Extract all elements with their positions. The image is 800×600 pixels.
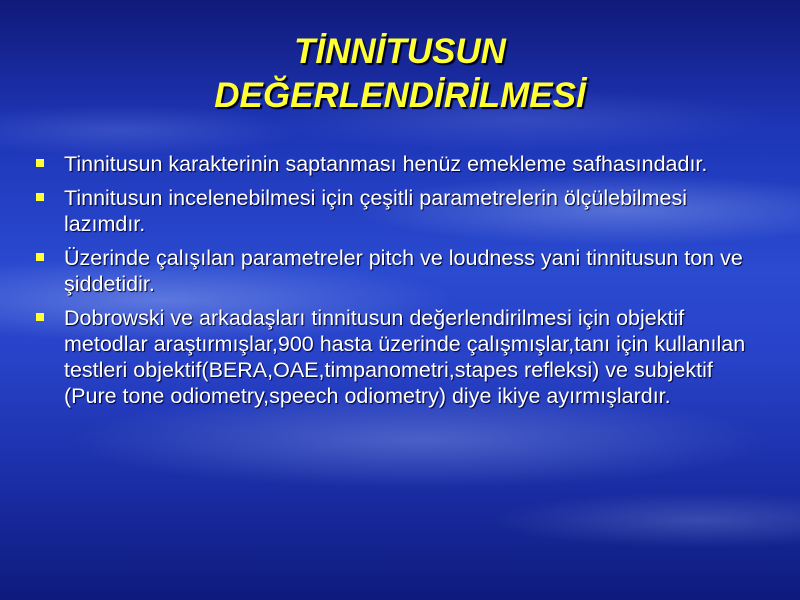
bullet-item: [36, 305, 766, 409]
square-bullet-icon: [36, 159, 44, 167]
bullet-item: [36, 151, 766, 177]
square-bullet-icon: [36, 193, 44, 201]
bullet-list: [36, 151, 766, 417]
bullet-item: [36, 245, 766, 297]
slide-title-line-1: TİNNİTUSUN: [294, 32, 506, 71]
slide-title-line-2: DEĞERLENDİRİLMESİ: [214, 76, 586, 115]
bullet-text: Üzerinde çalışılan parametreler pitch ve loudness yani tinnitusun ton ve şiddetidir.: [64, 246, 743, 296]
bullet-text: Tinnitusun incelenebilmesi için çeşitli parametrelerin ölçülebilmesi lazımdır.: [64, 186, 687, 236]
bullet-text: Tinnitusun karakterinin saptanması henüz emekleme safhasındadır.: [64, 152, 708, 176]
bullet-text: Dobrowski ve arkadaşları tinnitusun değerlendirilmesi için objektif metodlar araştırmışlar,900 hasta üzerinde çalışmışlar,tanı için kullanılan testleri objektif(BERA,OAE,timpanometri,stapes refleksi) ve subjektif (Pure tone odiometry,speech odiometry) diye ikiye ayırmışlardır.: [64, 306, 746, 408]
slide-title: [100, 30, 700, 118]
square-bullet-icon: [36, 253, 44, 261]
square-bullet-icon: [36, 313, 44, 321]
bullet-item: [36, 185, 766, 237]
